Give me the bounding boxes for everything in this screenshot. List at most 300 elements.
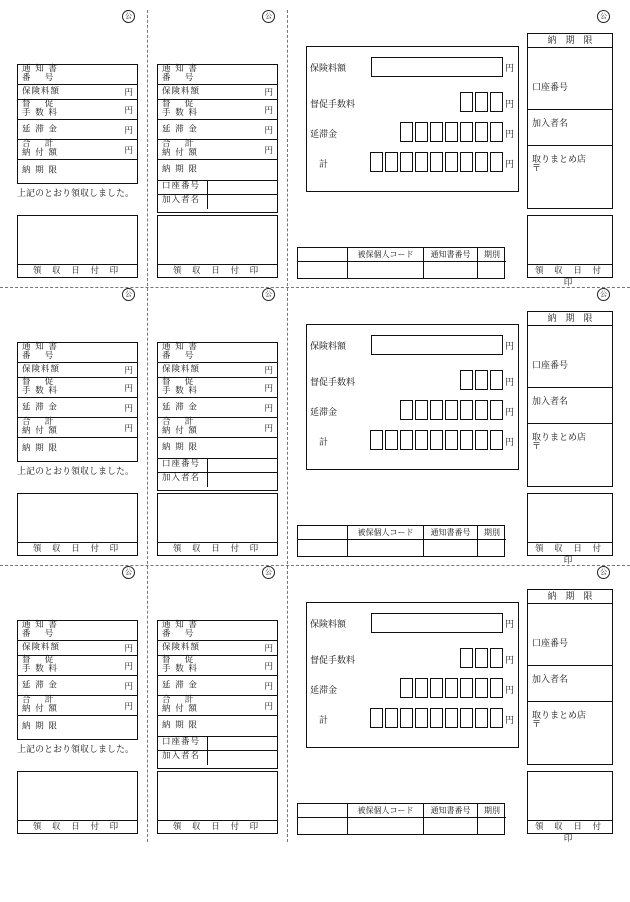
form-field-label: 延滞金 bbox=[310, 408, 338, 418]
table-row bbox=[158, 160, 277, 181]
table-row bbox=[18, 85, 137, 100]
code-header: 通知書番号 bbox=[424, 248, 478, 262]
digit-cell[interactable] bbox=[430, 430, 443, 450]
middle-row-label: 加入者名 bbox=[162, 751, 201, 761]
digit-cells bbox=[460, 92, 505, 112]
digit-cell[interactable] bbox=[460, 648, 473, 668]
yen-unit: 円 bbox=[124, 383, 133, 394]
middle-row-label: 口座番号 bbox=[162, 181, 201, 191]
table-row bbox=[18, 140, 137, 160]
code-cell[interactable] bbox=[298, 540, 348, 556]
right-info-row bbox=[528, 666, 612, 702]
right-info-row bbox=[528, 424, 612, 490]
cut-line bbox=[287, 10, 288, 286]
left-row-label: 督 促 手 数 料 bbox=[22, 655, 58, 674]
digit-cell[interactable] bbox=[400, 122, 413, 142]
table-row bbox=[158, 438, 277, 459]
table-row bbox=[158, 418, 277, 438]
middle-row-label: 延 滞 金 bbox=[162, 402, 198, 413]
table-row bbox=[158, 656, 277, 676]
middle-row-label: 納 期 限 bbox=[162, 442, 198, 453]
digit-cell[interactable] bbox=[460, 678, 473, 698]
yen-unit: 円 bbox=[264, 681, 273, 692]
digit-cell[interactable] bbox=[460, 370, 473, 390]
middle-receipt-table bbox=[157, 620, 278, 769]
code-header: 期別 bbox=[478, 804, 506, 818]
yen-unit: 円 bbox=[504, 130, 514, 140]
left-row-label: 保険料額 bbox=[22, 642, 61, 653]
yen-unit: 円 bbox=[124, 701, 133, 712]
right-row-label: 取りまとめ店 〒 bbox=[532, 711, 587, 731]
official-mark: 公 bbox=[597, 566, 610, 579]
column-divider bbox=[207, 737, 208, 750]
due-date-header: 納 期 限 bbox=[528, 34, 612, 48]
table-row bbox=[18, 100, 137, 120]
right-info-row bbox=[528, 630, 612, 666]
stamp-label: 領 収 日 付 印 bbox=[158, 264, 277, 277]
column-divider bbox=[207, 473, 208, 487]
left-row-label: 通 知 書 番 号 bbox=[22, 620, 58, 639]
right-stamp-box bbox=[527, 493, 613, 566]
code-cell[interactable] bbox=[298, 262, 348, 278]
digit-cells bbox=[370, 430, 505, 450]
code-table bbox=[297, 247, 505, 279]
form-field-label: 計 bbox=[319, 438, 329, 448]
digit-cell[interactable] bbox=[475, 648, 488, 668]
digit-cell[interactable] bbox=[490, 152, 503, 172]
yen-unit: 円 bbox=[264, 145, 273, 156]
digit-cell[interactable] bbox=[415, 430, 428, 450]
left-row-label: 納 期 限 bbox=[22, 443, 58, 454]
yen-unit: 円 bbox=[264, 366, 273, 376]
table-row bbox=[158, 716, 277, 737]
code-header: 通知書番号 bbox=[424, 526, 478, 540]
table-row bbox=[158, 363, 277, 378]
middle-row-label: 督 促 手 数 料 bbox=[162, 655, 198, 674]
table-row bbox=[18, 363, 137, 378]
yen-unit: 円 bbox=[124, 661, 133, 672]
digit-cell[interactable] bbox=[460, 400, 473, 420]
code-cell[interactable] bbox=[348, 818, 424, 834]
yen-unit: 円 bbox=[124, 125, 133, 136]
digit-cell[interactable] bbox=[475, 122, 488, 142]
official-mark: 公 bbox=[122, 566, 135, 579]
digit-cells bbox=[400, 122, 505, 142]
stamp-label: 領 収 日 付 印 bbox=[18, 542, 137, 555]
official-mark: 公 bbox=[597, 10, 610, 23]
middle-row-label: 保険料額 bbox=[162, 86, 201, 97]
code-cell[interactable] bbox=[478, 262, 506, 278]
yen-unit: 円 bbox=[264, 701, 273, 712]
yen-unit: 円 bbox=[264, 423, 273, 434]
table-row bbox=[158, 737, 277, 751]
left-row-label: 延 滞 金 bbox=[22, 680, 58, 691]
yen-unit: 円 bbox=[504, 342, 514, 352]
form-field-label: 計 bbox=[319, 716, 329, 726]
digit-cell[interactable] bbox=[370, 152, 383, 172]
code-header bbox=[298, 526, 348, 540]
table-row bbox=[158, 751, 277, 765]
digit-cell[interactable] bbox=[400, 430, 413, 450]
table-row bbox=[18, 418, 137, 438]
left-row-label: 合 計 納 付 額 bbox=[22, 695, 58, 714]
stamp-label: 領 収 日 付 印 bbox=[18, 264, 137, 277]
form-field-label: 計 bbox=[319, 160, 329, 170]
left-stamp-box bbox=[17, 771, 138, 834]
column-divider bbox=[207, 459, 208, 472]
code-header: 被保個人コード bbox=[348, 804, 424, 818]
digit-cell[interactable] bbox=[430, 678, 443, 698]
middle-stamp-box bbox=[157, 771, 278, 834]
stamp-label: 領 収 日 付 印 bbox=[18, 820, 137, 833]
receipt-note: 上記のとおり領収しました。 bbox=[17, 745, 135, 755]
middle-row-label: 保険料額 bbox=[162, 364, 201, 375]
digit-cell[interactable] bbox=[475, 678, 488, 698]
payment-form bbox=[306, 324, 519, 470]
digit-cell[interactable] bbox=[490, 370, 503, 390]
middle-receipt-table bbox=[157, 64, 278, 213]
digit-cells bbox=[400, 400, 505, 420]
table-row bbox=[158, 343, 277, 363]
digit-cell[interactable] bbox=[385, 708, 398, 728]
yen-unit: 円 bbox=[124, 105, 133, 116]
middle-row-label: 督 促 手 数 料 bbox=[162, 99, 198, 118]
middle-row-label: 延 滞 金 bbox=[162, 680, 198, 691]
digit-cell[interactable] bbox=[460, 92, 473, 112]
right-info-box bbox=[527, 589, 613, 765]
digit-cell[interactable] bbox=[400, 400, 413, 420]
digit-cell[interactable] bbox=[490, 430, 503, 450]
table-row bbox=[18, 160, 137, 181]
code-cell[interactable] bbox=[478, 540, 506, 556]
digit-cell[interactable] bbox=[490, 122, 503, 142]
right-info-row bbox=[528, 110, 612, 146]
left-stamp-box bbox=[17, 493, 138, 556]
digit-cell[interactable] bbox=[400, 152, 413, 172]
middle-row-label: 口座番号 bbox=[162, 737, 201, 747]
yen-unit: 円 bbox=[504, 438, 514, 448]
code-cell[interactable] bbox=[348, 262, 424, 278]
middle-row-label: 加入者名 bbox=[162, 473, 201, 483]
right-stamp-box bbox=[527, 215, 613, 288]
right-stamp-box bbox=[527, 771, 613, 844]
yen-unit: 円 bbox=[504, 686, 514, 696]
code-cell[interactable] bbox=[298, 818, 348, 834]
digit-cell[interactable] bbox=[490, 708, 503, 728]
code-header: 期別 bbox=[478, 526, 506, 540]
code-header: 被保個人コード bbox=[348, 526, 424, 540]
digit-cells bbox=[370, 152, 505, 172]
official-mark: 公 bbox=[262, 10, 275, 23]
digit-cell[interactable] bbox=[490, 648, 503, 668]
digit-cell[interactable] bbox=[400, 708, 413, 728]
middle-row-label: 督 促 手 数 料 bbox=[162, 377, 198, 396]
table-row bbox=[158, 100, 277, 120]
receipt-note: 上記のとおり領収しました。 bbox=[17, 189, 135, 199]
table-row bbox=[158, 459, 277, 473]
left-row-label: 通 知 書 番 号 bbox=[22, 64, 58, 83]
table-row bbox=[18, 398, 137, 418]
amount-input[interactable] bbox=[371, 613, 503, 633]
table-row bbox=[158, 120, 277, 140]
digit-cell[interactable] bbox=[490, 92, 503, 112]
code-cell[interactable] bbox=[478, 818, 506, 834]
digit-cell[interactable] bbox=[430, 122, 443, 142]
horizontal-cut-line bbox=[0, 565, 630, 566]
middle-row-label: 保険料額 bbox=[162, 642, 201, 653]
form-field-label: 保険料額 bbox=[310, 620, 347, 630]
code-header bbox=[298, 804, 348, 818]
column-divider bbox=[207, 751, 208, 765]
digit-cell[interactable] bbox=[460, 122, 473, 142]
column-divider bbox=[207, 195, 208, 209]
digit-cell[interactable] bbox=[415, 122, 428, 142]
yen-unit: 円 bbox=[124, 681, 133, 692]
code-cell[interactable] bbox=[424, 818, 478, 834]
left-row-label: 合 計 納 付 額 bbox=[22, 139, 58, 158]
left-row-label: 通 知 書 番 号 bbox=[22, 342, 58, 361]
code-header: 被保個人コード bbox=[348, 248, 424, 262]
digit-cell[interactable] bbox=[475, 92, 488, 112]
digit-cell[interactable] bbox=[445, 122, 458, 142]
left-row-label: 納 期 限 bbox=[22, 165, 58, 176]
horizontal-cut-line bbox=[0, 287, 630, 288]
digit-cells bbox=[400, 678, 505, 698]
receipt-strip bbox=[0, 566, 630, 842]
official-mark: 公 bbox=[262, 566, 275, 579]
table-row bbox=[18, 378, 137, 398]
due-date-header: 納 期 限 bbox=[528, 590, 612, 604]
digit-cells bbox=[460, 370, 505, 390]
yen-unit: 円 bbox=[264, 125, 273, 136]
digit-cell[interactable] bbox=[385, 430, 398, 450]
yen-unit: 円 bbox=[124, 423, 133, 434]
code-cell[interactable] bbox=[424, 262, 478, 278]
payment-form bbox=[306, 46, 519, 192]
yen-unit: 円 bbox=[264, 403, 273, 414]
receipt-strip bbox=[0, 288, 630, 564]
middle-row-label: 通 知 書 番 号 bbox=[162, 64, 198, 83]
receipt-strip bbox=[0, 10, 630, 286]
form-field-label: 保険料額 bbox=[310, 342, 347, 352]
table-row bbox=[18, 641, 137, 656]
digit-cell[interactable] bbox=[475, 708, 488, 728]
yen-unit: 円 bbox=[504, 656, 514, 666]
right-row-label: 口座番号 bbox=[532, 639, 569, 649]
yen-unit: 円 bbox=[124, 88, 133, 98]
digit-cell[interactable] bbox=[445, 678, 458, 698]
yen-unit: 円 bbox=[504, 620, 514, 630]
middle-stamp-box bbox=[157, 493, 278, 556]
left-row-label: 督 促 手 数 料 bbox=[22, 99, 58, 118]
left-receipt-table bbox=[17, 64, 138, 184]
yen-unit: 円 bbox=[264, 644, 273, 654]
code-header: 通知書番号 bbox=[424, 804, 478, 818]
cut-line bbox=[147, 566, 148, 842]
left-row-label: 合 計 納 付 額 bbox=[22, 417, 58, 436]
table-row bbox=[158, 195, 277, 209]
stamp-label: 領 収 日 付 印 bbox=[528, 542, 612, 555]
form-field-label: 督促手数料 bbox=[310, 378, 356, 388]
middle-stamp-box bbox=[157, 215, 278, 278]
right-info-row bbox=[528, 352, 612, 388]
digit-cell[interactable] bbox=[400, 678, 413, 698]
code-cell[interactable] bbox=[424, 540, 478, 556]
digit-cell[interactable] bbox=[445, 400, 458, 420]
stamp-label: 領 収 日 付 印 bbox=[528, 820, 612, 833]
middle-row-label: 納 期 限 bbox=[162, 720, 198, 731]
yen-unit: 円 bbox=[124, 403, 133, 414]
digit-cell[interactable] bbox=[415, 678, 428, 698]
middle-row-label: 延 滞 金 bbox=[162, 124, 198, 135]
table-row bbox=[158, 676, 277, 696]
yen-unit: 円 bbox=[124, 644, 133, 654]
right-info-row bbox=[528, 146, 612, 212]
right-row-label: 取りまとめ店 〒 bbox=[532, 155, 587, 175]
right-row-label: 口座番号 bbox=[532, 361, 569, 371]
table-row bbox=[158, 140, 277, 160]
left-row-label: 延 滞 金 bbox=[22, 402, 58, 413]
amount-input[interactable] bbox=[371, 57, 503, 77]
digit-cell[interactable] bbox=[445, 430, 458, 450]
digit-cell[interactable] bbox=[490, 400, 503, 420]
middle-row-label: 加入者名 bbox=[162, 195, 201, 205]
amount-input[interactable] bbox=[371, 335, 503, 355]
yen-unit: 円 bbox=[124, 366, 133, 376]
code-table bbox=[297, 525, 505, 557]
digit-cell[interactable] bbox=[475, 152, 488, 172]
stamp-label: 領 収 日 付 印 bbox=[158, 542, 277, 555]
payment-form bbox=[306, 602, 519, 748]
left-row-label: 保険料額 bbox=[22, 364, 61, 375]
yen-unit: 円 bbox=[504, 408, 514, 418]
cut-line bbox=[287, 566, 288, 842]
digit-cell[interactable] bbox=[385, 152, 398, 172]
middle-row-label: 合 計 納 付 額 bbox=[162, 695, 198, 714]
middle-row-label: 合 計 納 付 額 bbox=[162, 139, 198, 158]
right-row-label: 取りまとめ店 〒 bbox=[532, 433, 587, 453]
digit-cell[interactable] bbox=[415, 708, 428, 728]
digit-cell[interactable] bbox=[490, 678, 503, 698]
left-receipt-table bbox=[17, 620, 138, 740]
digit-cell[interactable] bbox=[475, 370, 488, 390]
form-field-label: 督促手数料 bbox=[310, 100, 356, 110]
table-row bbox=[158, 398, 277, 418]
code-header bbox=[298, 248, 348, 262]
yen-unit: 円 bbox=[124, 145, 133, 156]
left-stamp-box bbox=[17, 215, 138, 278]
table-row bbox=[18, 343, 137, 363]
code-header: 期別 bbox=[478, 248, 506, 262]
table-row bbox=[158, 65, 277, 85]
table-row bbox=[18, 65, 137, 85]
form-field-label: 保険料額 bbox=[310, 64, 347, 74]
middle-receipt-table bbox=[157, 342, 278, 491]
middle-row-label: 口座番号 bbox=[162, 459, 201, 469]
digit-cell[interactable] bbox=[460, 430, 473, 450]
yen-unit: 円 bbox=[504, 100, 514, 110]
due-date-header: 納 期 限 bbox=[528, 312, 612, 326]
digit-cells bbox=[370, 708, 505, 728]
table-row bbox=[158, 696, 277, 716]
right-info-row bbox=[528, 74, 612, 110]
digit-cell[interactable] bbox=[445, 708, 458, 728]
middle-row-label: 合 計 納 付 額 bbox=[162, 417, 198, 436]
right-info-box bbox=[527, 33, 613, 209]
yen-unit: 円 bbox=[264, 88, 273, 98]
official-mark: 公 bbox=[597, 288, 610, 301]
left-row-label: 保険料額 bbox=[22, 86, 61, 97]
digit-cell[interactable] bbox=[430, 400, 443, 420]
digit-cell[interactable] bbox=[475, 400, 488, 420]
receipt-note: 上記のとおり領収しました。 bbox=[17, 467, 135, 477]
right-info-row bbox=[528, 702, 612, 768]
column-divider bbox=[207, 181, 208, 194]
digit-cell[interactable] bbox=[460, 708, 473, 728]
table-row bbox=[18, 676, 137, 696]
right-row-label: 加入者名 bbox=[532, 675, 569, 685]
stamp-label: 領 収 日 付 印 bbox=[158, 820, 277, 833]
yen-unit: 円 bbox=[504, 716, 514, 726]
cut-line bbox=[287, 288, 288, 564]
digit-cell[interactable] bbox=[445, 152, 458, 172]
table-row bbox=[18, 656, 137, 676]
table-row bbox=[158, 181, 277, 195]
yen-unit: 円 bbox=[264, 383, 273, 394]
table-row bbox=[18, 621, 137, 641]
official-mark: 公 bbox=[122, 288, 135, 301]
digit-cell[interactable] bbox=[430, 152, 443, 172]
table-row bbox=[158, 641, 277, 656]
table-row bbox=[158, 621, 277, 641]
yen-unit: 円 bbox=[504, 160, 514, 170]
digit-cell[interactable] bbox=[370, 708, 383, 728]
digit-cell[interactable] bbox=[415, 152, 428, 172]
form-field-label: 延滞金 bbox=[310, 686, 338, 696]
right-info-row bbox=[528, 388, 612, 424]
form-field-label: 延滞金 bbox=[310, 130, 338, 140]
digit-cell[interactable] bbox=[475, 430, 488, 450]
cut-line bbox=[147, 288, 148, 564]
code-cell[interactable] bbox=[348, 540, 424, 556]
official-mark: 公 bbox=[122, 10, 135, 23]
digit-cell[interactable] bbox=[415, 400, 428, 420]
left-row-label: 督 促 手 数 料 bbox=[22, 377, 58, 396]
table-row bbox=[18, 120, 137, 140]
official-mark: 公 bbox=[262, 288, 275, 301]
cut-line bbox=[147, 10, 148, 286]
left-row-label: 納 期 限 bbox=[22, 721, 58, 732]
yen-unit: 円 bbox=[504, 378, 514, 388]
digit-cell[interactable] bbox=[430, 708, 443, 728]
right-row-label: 口座番号 bbox=[532, 83, 569, 93]
form-field-label: 督促手数料 bbox=[310, 656, 356, 666]
digit-cells bbox=[460, 648, 505, 668]
middle-row-label: 納 期 限 bbox=[162, 164, 198, 175]
table-row bbox=[18, 716, 137, 737]
right-info-box bbox=[527, 311, 613, 487]
table-row bbox=[158, 378, 277, 398]
digit-cell[interactable] bbox=[370, 430, 383, 450]
table-row bbox=[158, 85, 277, 100]
middle-row-label: 通 知 書 番 号 bbox=[162, 620, 198, 639]
middle-row-label: 通 知 書 番 号 bbox=[162, 342, 198, 361]
digit-cell[interactable] bbox=[460, 152, 473, 172]
left-row-label: 延 滞 金 bbox=[22, 124, 58, 135]
left-receipt-table bbox=[17, 342, 138, 462]
code-table bbox=[297, 803, 505, 835]
right-row-label: 加入者名 bbox=[532, 397, 569, 407]
